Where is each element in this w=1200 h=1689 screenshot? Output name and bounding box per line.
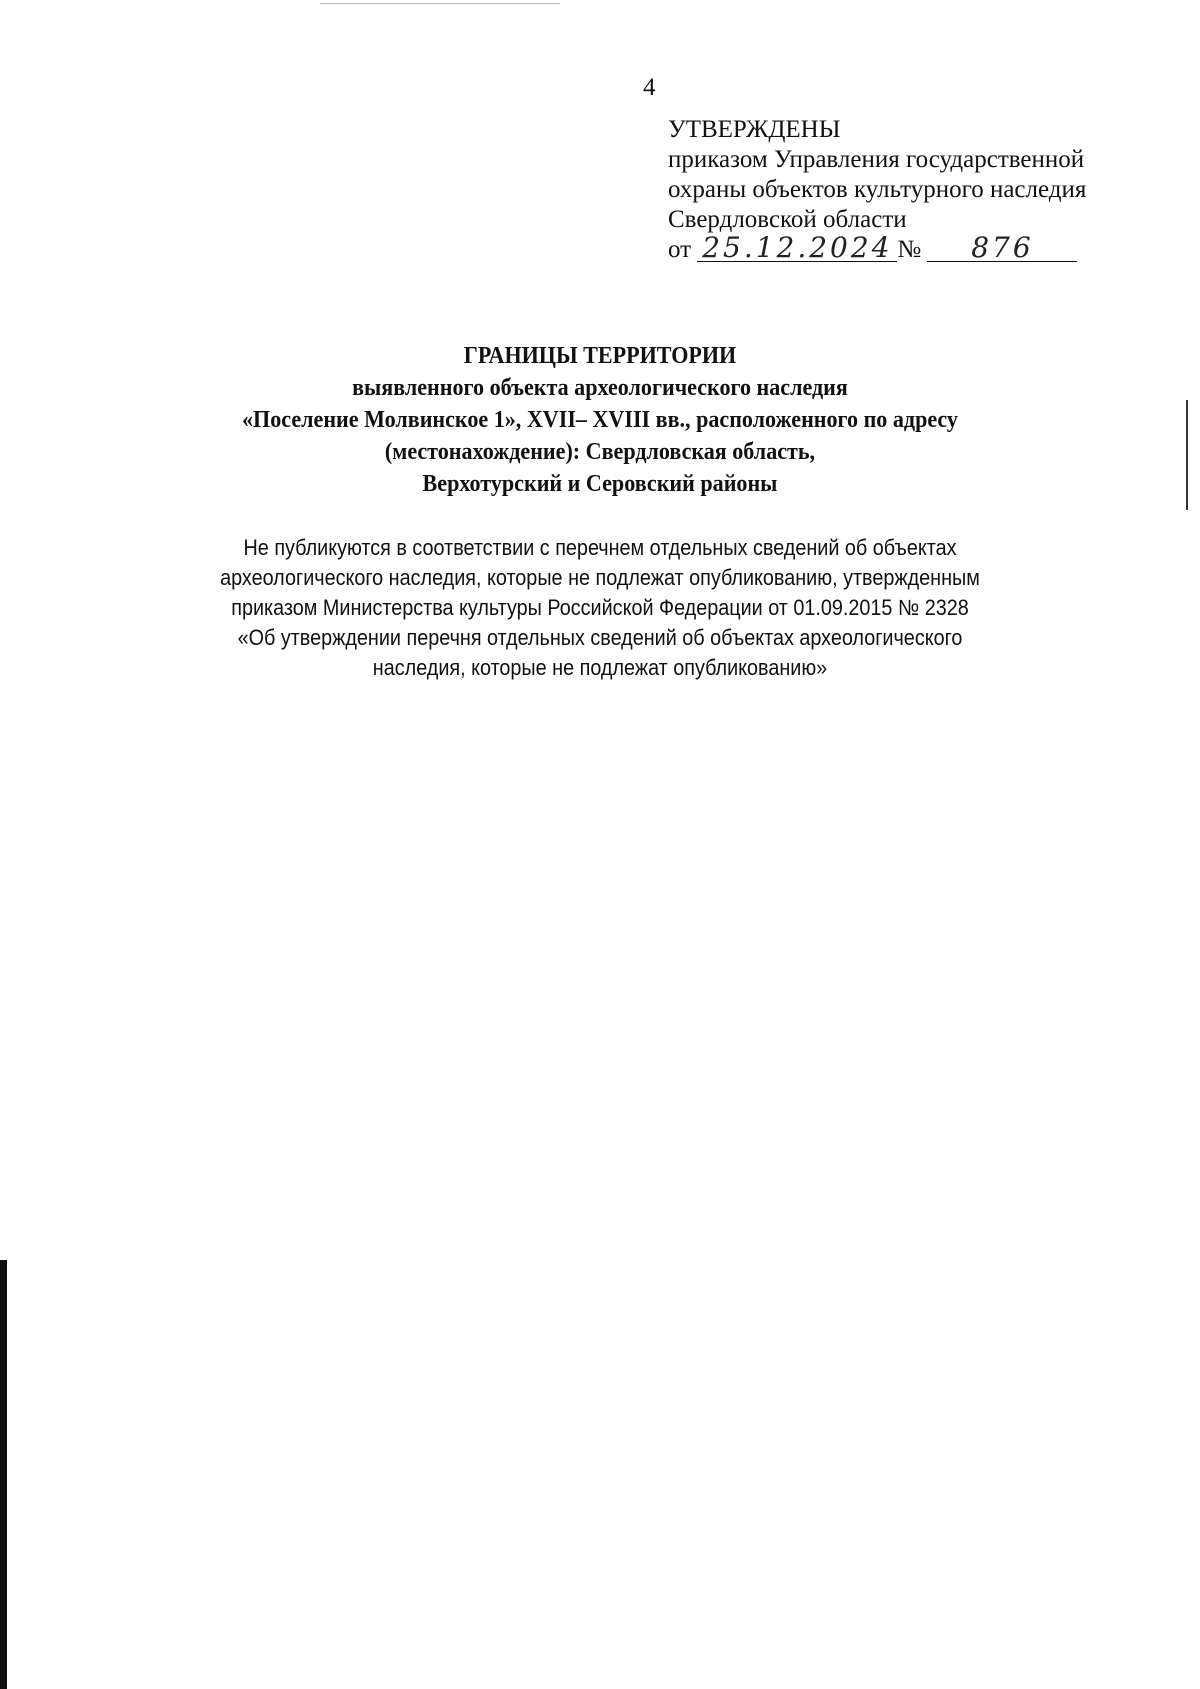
note-line: приказом Министерства культуры Российской Федерации от 01.09.2015 № 2328 <box>231 595 969 620</box>
number-sign: № <box>897 236 922 263</box>
approval-heading: УТВЕРЖДЕНЫ <box>668 116 841 143</box>
note-line: наследия, которые не подлежат опубликованию» <box>372 655 828 680</box>
date-prefix: от <box>668 236 692 263</box>
non-publication-note <box>0 533 1200 683</box>
note-line: «Об утверждении перечня отдельных сведений об объектах археологического <box>237 625 963 650</box>
scan-artifact-line <box>320 3 560 4</box>
approval-block <box>668 115 1086 265</box>
document-title <box>0 340 1200 500</box>
title-line: выявленного объекта археологического наследия <box>352 375 848 401</box>
title-line: «Поселение Молвинское 1», XVII– XVIII вв., расположенного по адресу <box>242 407 958 433</box>
scan-edge-shadow <box>0 1260 7 1689</box>
handwritten-number: 876 <box>927 235 1077 262</box>
note-line: Не публикуются в соответствии с перечнем отдельных сведений об объектах <box>243 535 957 560</box>
approval-line: Свердловской области <box>668 206 907 233</box>
title-line: (местонахождение): Свердловская область, <box>384 439 816 465</box>
approval-line: охраны объектов культурного наследия <box>668 176 1087 203</box>
title-line: Верхотурский и Серовский районы <box>422 471 778 497</box>
page-number: 4 <box>643 74 656 101</box>
title-heading: ГРАНИЦЫ ТЕРРИТОРИИ <box>463 343 737 369</box>
handwritten-date: 25.12.2024 <box>697 235 897 262</box>
approval-date-line <box>668 231 1086 265</box>
note-line: археологического наследия, которые не подлежат опубликованию, утвержденным <box>220 565 980 590</box>
approval-line: приказом Управления государственной <box>668 146 1085 173</box>
